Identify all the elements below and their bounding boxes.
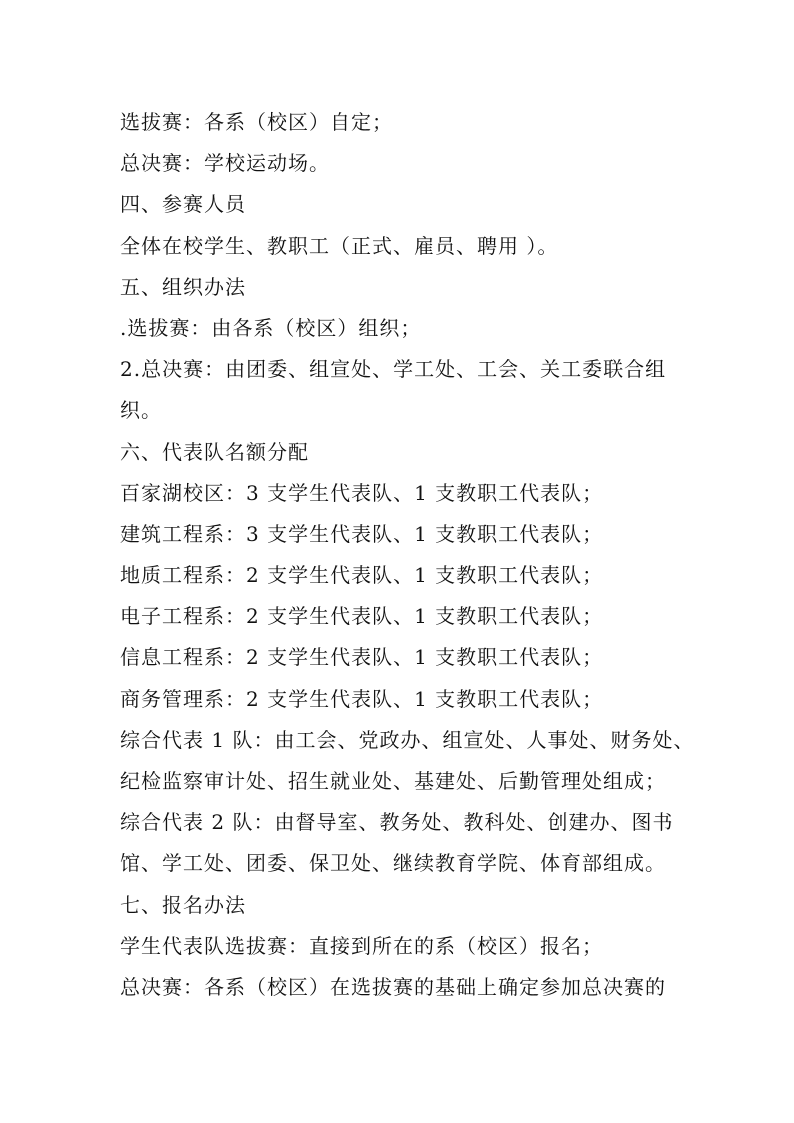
section-heading-organization: 五、组织办法 xyxy=(120,274,246,299)
text-line-quota-information: 信息工程系：2 支学生代表队、1 支教职工代表队； xyxy=(120,645,604,670)
text-line-combined-team-2: 综合代表 2 队：由督导室、教务处、教科处、创建办、图书 xyxy=(120,810,674,835)
text-line-combined-team-2-cont: 馆、学工处、团委、保卫处、继续教育学院、体育部组成。 xyxy=(120,851,666,876)
text-line-preliminary-venue: 选拔赛：各系（校区）自定； xyxy=(120,110,393,134)
text-line-quota-electronics: 电子工程系：2 支学生代表队、1 支教职工代表队； xyxy=(120,604,604,629)
text-line-combined-team-1: 综合代表 1 队：由工会、党政办、组宣处、人事处、财务处、 xyxy=(120,727,695,752)
text-line-organization-final: 2.总决赛：由团委、组宣处、学工处、工会、关工委联合组 xyxy=(120,357,667,382)
text-line-registration-final: 总决赛：各系（校区）在选拔赛的基础上确定参加总决赛的 xyxy=(120,974,666,999)
document-body xyxy=(120,102,700,1008)
text-line-organization-final-cont: 织。 xyxy=(120,398,162,423)
text-line-final-venue: 总决赛：学校运动场。 xyxy=(120,151,330,176)
text-line-quota-geology: 地质工程系：2 支学生代表队、1 支教职工代表队； xyxy=(120,563,604,588)
text-line-participants: 全体在校学生、教职工（正式、雇员、聘用 ）。 xyxy=(120,233,559,258)
text-line-registration-preliminary: 学生代表队选拔赛：直接到所在的系（校区）报名； xyxy=(120,933,603,958)
text-line-quota-business: 商务管理系：2 支学生代表队、1 支教职工代表队； xyxy=(120,686,604,711)
section-heading-registration: 七、报名办法 xyxy=(120,892,246,917)
text-line-organization-preliminary: .选拔赛：由各系（校区）组织； xyxy=(120,315,422,340)
text-line-quota-architecture: 建筑工程系：3 支学生代表队、1 支教职工代表队； xyxy=(120,521,604,546)
section-heading-participants: 四、参赛人员 xyxy=(120,192,246,217)
text-line-quota-baijiahu: 百家湖校区：3 支学生代表队、1 支教职工代表队； xyxy=(120,480,604,505)
text-line-combined-team-1-cont: 纪检监察审计处、招生就业处、基建处、后勤管理处组成； xyxy=(120,769,666,793)
section-heading-team-quota: 六、代表队名额分配 xyxy=(120,439,309,464)
